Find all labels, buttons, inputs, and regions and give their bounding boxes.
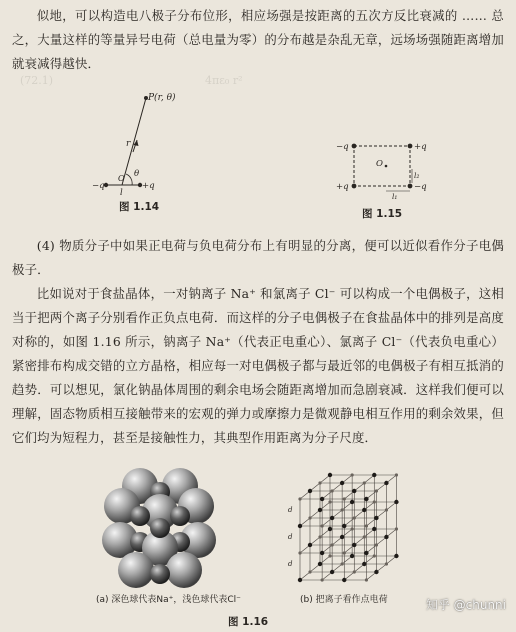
figure-1-16b-point-lattice: [286, 470, 396, 594]
lattice-edge: [322, 529, 352, 553]
spacing-d-label: d: [288, 533, 293, 541]
lattice-point-charge: [318, 508, 322, 512]
lattice-point-charge: [374, 516, 378, 520]
lattice-point-charge: [373, 554, 376, 557]
figure-1-16a-subcaption: (a) 深色球代表Na⁺，浅色球代表Cl⁻: [96, 595, 241, 605]
lattice-point-charge: [321, 578, 324, 581]
lattice-point-charge: [365, 578, 368, 581]
origin-label: O: [118, 174, 125, 183]
lattice-point-charge: [318, 562, 322, 566]
lattice-point-charge: [395, 527, 398, 530]
lattice-point-charge: [363, 535, 366, 538]
lattice-point-charge: [364, 551, 368, 555]
lattice-point-charge: [384, 481, 388, 485]
lattice-point-charge: [331, 489, 334, 492]
lattice-point-charge: [328, 500, 331, 503]
bleed-through-text: 4πε₀ r²: [205, 74, 243, 87]
bottom-left-charge: +q: [336, 182, 349, 192]
lattice-point-charge: [372, 473, 376, 477]
lattice-point-charge: [321, 524, 324, 527]
lattice-point-charge: [320, 497, 324, 501]
lattice-point-charge: [394, 500, 398, 504]
lattice-point-charge: [364, 497, 368, 501]
neg-charge-label: −q: [92, 181, 105, 191]
lattice-edge: [366, 502, 396, 526]
spacing-d-label: d: [288, 506, 293, 514]
lattice-edge: [322, 475, 352, 499]
lattice-point-charge: [328, 473, 332, 477]
lattice-point-charge: [341, 508, 344, 511]
origin-label: O: [376, 159, 383, 169]
figure-1-14-caption: 图 1.14: [119, 201, 160, 213]
l1-label: l₁: [392, 192, 398, 201]
lattice-point-charge: [298, 497, 301, 500]
pos-charge-label: +q: [142, 181, 155, 191]
lattice-point-charge: [328, 554, 331, 557]
lattice-point-charge: [340, 535, 344, 539]
lattice-point-charge: [394, 554, 398, 558]
lattice-point-charge: [342, 578, 346, 582]
lattice-point-charge: [342, 524, 346, 528]
lattice-edge: [344, 556, 374, 580]
lattice-edge: [366, 556, 396, 580]
lattice-point-charge: [373, 500, 376, 503]
lattice-point-charge: [375, 543, 378, 546]
figure-1-16a-sphere-packing: [92, 464, 224, 592]
lattice-edge: [344, 529, 374, 553]
lattice-point-charge: [384, 535, 388, 539]
lattice-point-charge: [330, 516, 334, 520]
lattice-edge: [300, 556, 330, 580]
lattice-point-charge: [318, 481, 321, 484]
lattice-point-charge: [365, 524, 368, 527]
sphere-cluster: [102, 468, 216, 588]
lattice-edge: [344, 475, 374, 499]
l2-label: l₂: [414, 171, 420, 180]
lattice-point-charge: [353, 570, 356, 573]
figure-1-14-dipole: [88, 93, 188, 198]
lattice-grid: [298, 473, 399, 582]
lattice-point-charge: [308, 489, 312, 493]
lattice-point-charge: [320, 551, 324, 555]
lattice-point-charge: [352, 489, 356, 493]
top-paragraph: 似地，可以构造电八极子分布位形，相应场强是按距离的五次方反比衰减的 …… 总之，大量这样的等量异号电荷（总电量为零）的分布越是杂乱无章，远场场强随距离增加就衰减得越快．: [12, 8, 504, 71]
lattice-edge: [300, 502, 330, 526]
lattice-point-charge: [374, 570, 378, 574]
lattice-point-charge: [343, 497, 346, 500]
lattice-point-charge: [351, 527, 354, 530]
lattice-point-charge: [308, 543, 312, 547]
lattice-point-charge: [308, 570, 311, 573]
watermark: 知乎 @chunni: [425, 598, 506, 612]
field-point-label: P(r, θ): [148, 93, 176, 103]
lattice-point-charge: [353, 516, 356, 519]
figure-1-15-caption: 图 1.15: [362, 208, 403, 220]
top-left-charge: −q: [336, 142, 349, 152]
theta-label: θ: [134, 169, 140, 179]
lattice-point-charge: [351, 473, 354, 476]
lattice-edge: [322, 502, 352, 526]
lattice-edge: [300, 529, 330, 553]
point-4-paragraph: (4) 物质分子中如果正电荷与负电荷分布上有明显的分离，便可以近似看作分子电偶极子．: [12, 238, 504, 277]
lattice-point-charge: [352, 543, 356, 547]
r-label: r: [126, 139, 131, 149]
lattice-edge: [344, 502, 374, 526]
figure-1-16-caption: 图 1.16: [228, 616, 269, 628]
lattice-point-charge: [372, 527, 376, 531]
top-right-charge: +q: [414, 142, 427, 152]
lattice-edge: [366, 529, 396, 553]
lattice-edge: [322, 556, 352, 580]
lattice-point-charge: [343, 551, 346, 554]
lattice-point-charge: [341, 562, 344, 565]
lattice-point-charge: [318, 535, 321, 538]
lattice-point-charge: [308, 516, 311, 519]
lattice-point-charge: [331, 543, 334, 546]
lattice-point-charge: [362, 508, 366, 512]
lattice-point-charge: [298, 578, 302, 582]
nacl-paragraph: 比如说对于食盐晶体，一对钠离子 Na⁺ 和氯离子 Cl⁻ 可以构成一个电偶极子，这相当于把两个离子分别看作正负点电荷．而这样的分子电偶极子在食盐晶体中的排列是高度对称的，如图 1.16 所示，钠离子 Na⁺（代表正电重心）、氯离子 Cl⁻（代表负电重心）紧密排布构成交错的立方晶格，相应每一对电偶极子都与最近邻的电偶极子有相互抵消的趋势．可以想见，氯化钠晶体周围的剩余电场会随距离增加而急剧衰减．这样我们便可以理解，固态物质相互接触带来的宏观的弹力或摩擦力是微观静电相互作用的剩余效果，但它们均为短程力，甚至是接触性力，其典型作用距离为分子尺度．: [12, 286, 504, 445]
spacing-d-label: d: [288, 560, 293, 568]
lattice-point-charge: [375, 489, 378, 492]
lattice-point-charge: [350, 554, 354, 558]
bleed-through-text: (72.1): [20, 74, 54, 87]
lattice-point-charge: [330, 570, 334, 574]
lattice-point-charge: [395, 473, 398, 476]
lattice-point-charge: [350, 500, 354, 504]
lattice-point-charge: [385, 562, 388, 565]
l-label: l: [120, 188, 123, 198]
lattice-point-charge: [363, 481, 366, 484]
lattice-point-charge: [298, 524, 302, 528]
bottom-right-charge: −q: [414, 182, 427, 192]
figure-1-16b-subcaption: (b) 把离子看作点电荷: [300, 595, 388, 605]
figure-1-15-quadrupole: [330, 136, 440, 201]
lattice-point-charge: [385, 508, 388, 511]
lattice-point-charge: [362, 562, 366, 566]
lattice-point-charge: [328, 527, 332, 531]
lattice-point-charge: [340, 481, 344, 485]
lattice-point-charge: [298, 551, 301, 554]
lattice-edge: [366, 475, 396, 499]
lattice-edge: [300, 475, 330, 499]
